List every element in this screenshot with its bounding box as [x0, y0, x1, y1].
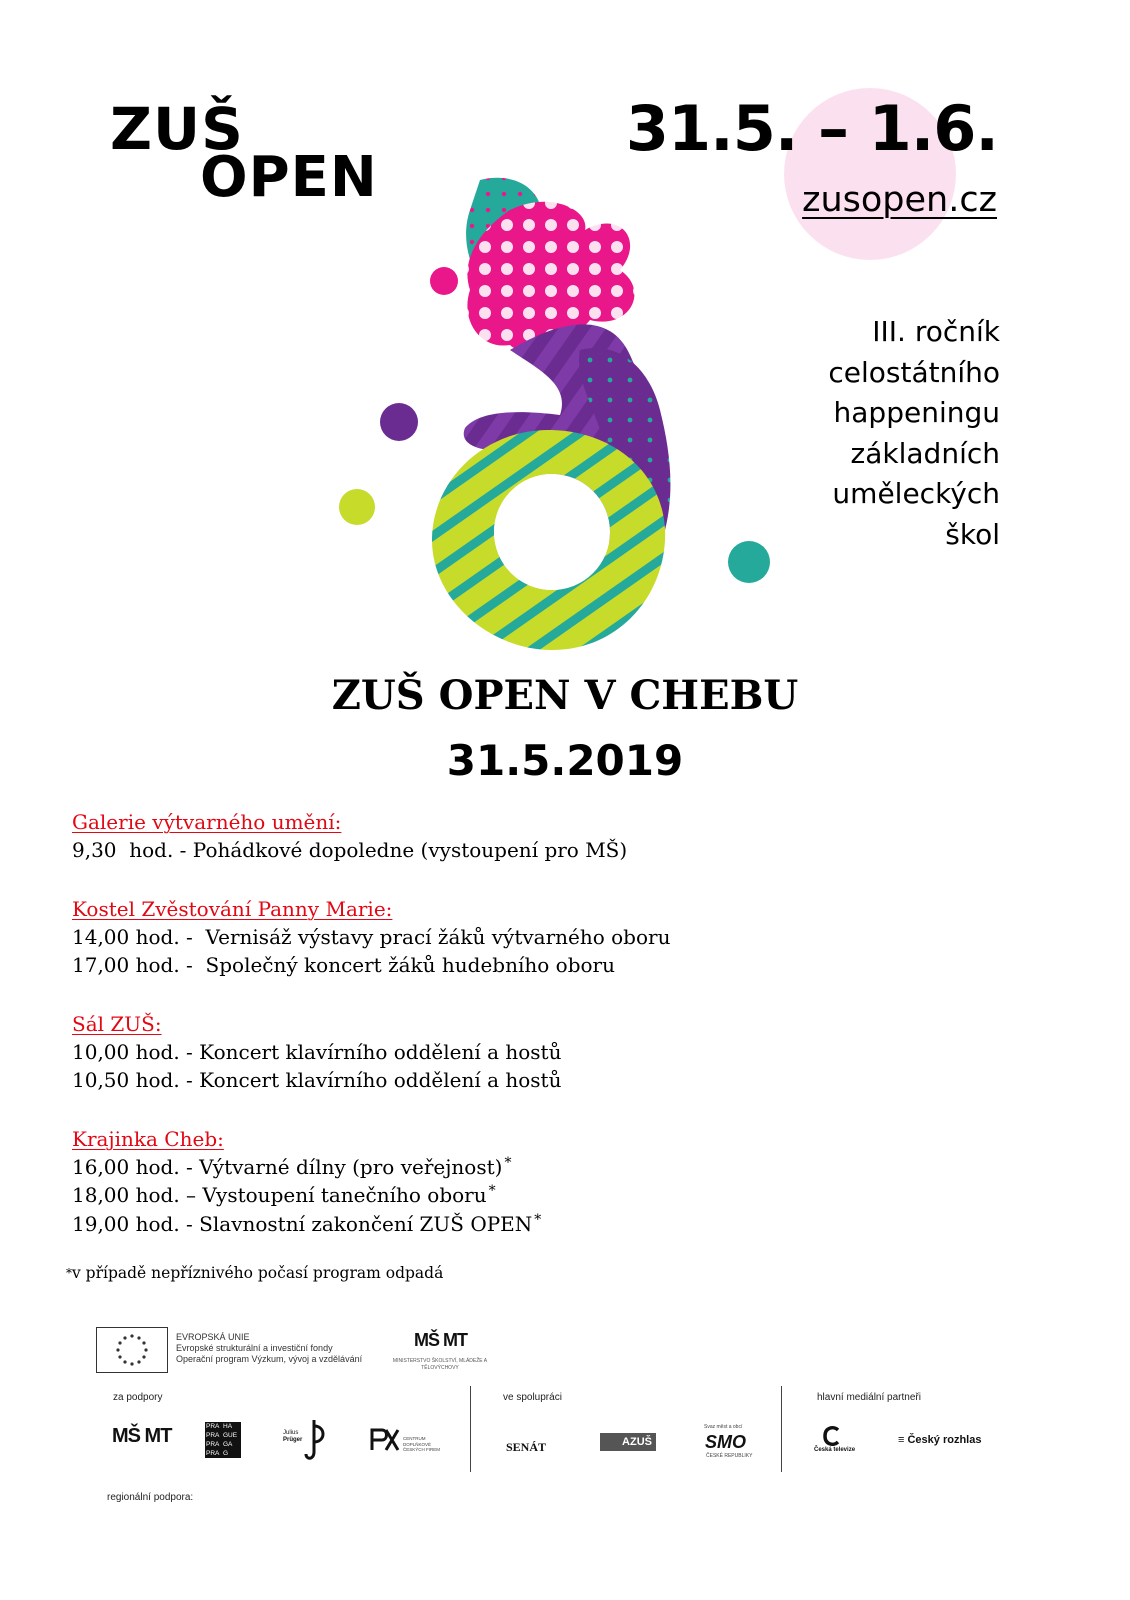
- divider: [781, 1386, 782, 1472]
- eu-line: Evropské strukturální a investiční fondy: [176, 1343, 333, 1353]
- divider: [470, 1386, 471, 1472]
- program-item: [72, 1038, 1032, 1067]
- msmt-logo: MŠ MT: [112, 1425, 172, 1447]
- px-caption: CENTRUM DOPLŇKOVÉ ČESKÝCH FIREM: [403, 1436, 441, 1452]
- px-logo-icon: [370, 1428, 400, 1452]
- pruger-name: Prüger: [283, 1437, 303, 1443]
- purple-dot: [380, 403, 418, 441]
- footnote-star: *: [488, 1183, 496, 1199]
- edition-line: celostátního: [828, 355, 1000, 389]
- cro-logo: ≡ Český rozhlas: [898, 1434, 982, 1446]
- program-item-text: 17,00 hod. - Společný koncert žáků hudebního oboru: [72, 953, 615, 977]
- weather-footnote: [66, 1262, 443, 1284]
- praha-cell: HA: [223, 1423, 233, 1430]
- venue-block: [72, 895, 1032, 980]
- praha-cell: G: [223, 1450, 229, 1457]
- label-cooperation: ve spolupráci: [503, 1392, 562, 1403]
- footnote-star: *: [66, 1266, 72, 1280]
- eu-text: [176, 1332, 362, 1365]
- event-title: ZUŠ OPEN V CHEBU: [331, 672, 799, 719]
- praha-cell: PRA: [206, 1423, 220, 1430]
- program-item: [72, 951, 1032, 980]
- edition-line: uměleckých: [832, 477, 1000, 510]
- label-media: hlavní mediální partneři: [817, 1392, 921, 1403]
- program-item-text: 9,30 hod. - Pohádkové dopoledne (vystoupení pro MŠ): [72, 838, 628, 862]
- edition-line: happeningu: [833, 396, 1000, 429]
- festival-dates: 31.5. – 1.6.: [625, 92, 998, 165]
- lime-dot: [339, 489, 375, 525]
- footnote-text: v případě nepříznivého počasí program odpadá: [72, 1264, 444, 1282]
- cro-label: Český rozhlas: [907, 1434, 982, 1446]
- pruger-logo-text: [283, 1430, 302, 1444]
- eu-line: Operační program Výzkum, vývoj a vzdělávání: [176, 1354, 363, 1364]
- program-item: [72, 836, 1032, 865]
- program-item-text: 16,00 hod. - Výtvarné dílny (pro veřejnost): [72, 1154, 503, 1179]
- program-item: [72, 923, 1032, 952]
- msmt-logo-top: [392, 1330, 488, 1374]
- label-support: za podpory: [113, 1392, 163, 1403]
- program-item-text: 19,00 hod. - Slavnostní zakončení ZUŠ OPEN: [72, 1211, 533, 1236]
- praha-cell: GUE: [223, 1432, 238, 1439]
- edition-line: škol: [945, 517, 1000, 551]
- ct-logo-icon: [822, 1426, 842, 1446]
- venue-block: [72, 808, 1032, 865]
- praha-cell: PRA: [206, 1432, 220, 1439]
- ct-label: Česká televize: [814, 1447, 856, 1453]
- praha-cell: PRA: [206, 1441, 220, 1448]
- msmt-mark: MŠ MT: [414, 1330, 467, 1350]
- pink-blob-shape: [467, 202, 634, 351]
- smo-top-text: Svaz měst a obcí: [704, 1424, 743, 1430]
- logo-open: OPEN: [200, 145, 378, 210]
- venue-block: [72, 1010, 1032, 1095]
- edition-line: základních: [850, 436, 1000, 470]
- smo-logo: SMO: [705, 1432, 747, 1452]
- program-item: [72, 1153, 1032, 1182]
- program-item-text: 14,00 hod. - Vernisáž výstavy prací žáků výtvarného oboru: [72, 924, 671, 949]
- venue-name: Galerie výtvarného umění:: [72, 810, 342, 834]
- program-item: [72, 1181, 1032, 1210]
- teal-dot: [728, 541, 770, 583]
- event-date: 31.5.2019: [446, 736, 684, 785]
- praha-cell: PRA: [206, 1450, 220, 1457]
- logo-zus: ZUŠ: [110, 95, 244, 163]
- label-regional: regionální podpora:: [107, 1492, 194, 1503]
- praha-cell: GA: [223, 1441, 233, 1448]
- program-list: [72, 808, 1032, 1268]
- venue-name: Kostel Zvěstování Panny Marie:: [72, 896, 393, 921]
- program-item-text: 18,00 hod. – Vystoupení tanečního oboru: [72, 1183, 487, 1207]
- venue-name: Krajinka Cheb:: [72, 1126, 224, 1151]
- edition-line: III. ročník: [872, 315, 1000, 348]
- pruger-logo-icon: [304, 1416, 328, 1464]
- program-item-text: 10,00 hod. - Koncert klavírního oddělení a hostů: [72, 1039, 562, 1064]
- senat-logo: SENÁT: [506, 1440, 547, 1454]
- praha-logo: [205, 1422, 241, 1458]
- azus-logo: AZUŠ: [600, 1433, 656, 1451]
- msmt-caption: MINISTERSTVO ŠKOLSTVÍ, MLÁDEŽE A TĚLOVÝCHOVY: [392, 1358, 488, 1371]
- venue-name: Sál ZUŠ:: [72, 1011, 162, 1036]
- program-item: [72, 1066, 1032, 1095]
- program-item-text: 10,50 hod. - Koncert klavírního oddělení a hostů: [72, 1068, 562, 1092]
- eu-line: EVROPSKÁ UNIE: [176, 1332, 250, 1342]
- footnote-star: *: [504, 1154, 512, 1171]
- smo-bottom-text: ČESKÉ REPUBLIKY: [706, 1453, 753, 1459]
- program-item: [72, 1210, 1032, 1239]
- pruger-small: Julius: [283, 1430, 299, 1436]
- eu-flag-logo: [96, 1327, 168, 1373]
- footnote-star: *: [534, 1211, 542, 1228]
- hero-graphic: [320, 170, 800, 670]
- pink-dot-small: [430, 267, 458, 295]
- venue-block: [72, 1125, 1032, 1239]
- website-link[interactable]: zusopen.cz: [802, 180, 997, 220]
